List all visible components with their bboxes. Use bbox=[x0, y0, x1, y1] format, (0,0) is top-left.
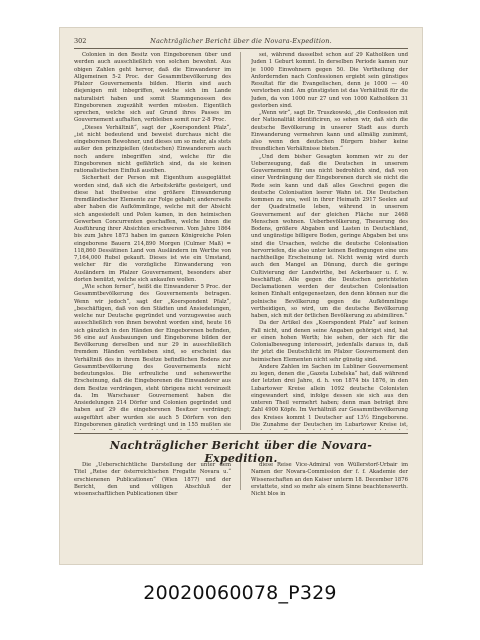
archive-identifier-caption: 20020060078_P329 bbox=[143, 582, 337, 604]
paragraph: „Und dem bisher Gesagten kommen wir zu der Ueberzeugung, daß die Deutschen in unserem Gouvernement für uns nicht bedrohlich sind, daß von einer Verdrängung der Eingeborenen durch sie nicht die Rede sein kann und daß alles Geschrei gegen die deutsche Colonisation leerer Wahn ist. Die Deutschen kommen zu uns, weil in ihrer Heimath 2917 Seelen auf der Quadratmeile leben, während in unserem Gouvernement auf der gleichen Fläche nur 2468 Menschen wohnen. Ueberbevölkerung, Theuerung des Bodens, größere Abgaben und Lasten in Deutschland, und ungünstige billigere Boden, geringe Abgaben bei uns sind die Ursachen, welche die deutsche Colonisation hervorriefen, die also unter keinen Bedingungen eine uns nachtheilige Erscheinung ist. Nicht wenig wird durch auch den Mangel an Dünung, durch die geringe Cultivierung der Landwirthe, bei Ackerbauer u. f. w. beschäftigt. Alle gegen die Deutschen gerichteten Declamationen werden der deutschen Colonisation keinen Einhalt entgegensetzen, den denn können nur die polnische Bevölkerung gegen die Aufkömmlinge vertheidigen, so wird, um die deutsche Bevölkerung haben, sich mit der örtlichen Bevölkerung zu afsimiliren.“ bbox=[251, 153, 408, 319]
paragraph: Da der Artikel des „Koerspondent Pfalz“ auf keinen Fall nicht, und denen seine Angaben gehörigst sind, hat er einen hohen Werth; hie sehen, der sich für die Colonialbewegung interessirt, jedenfalls daraus in, daß ihr jetzt die Deutschlicht im Pfalzer Gouvernement den heimischen Elementen nicht sehr günstig sind. bbox=[251, 320, 408, 363]
paragraph: diese Reise Vice-Admiral von Wüllerstorf-Urbair im Namen der Novara-Commission der f. f. Akademie der Wissenschaften an den Kaiser unterm 18. December 1876 erstattete, sind so mehr als einem Sinne beachtenswerth. Nicht blos in bbox=[251, 462, 408, 497]
paragraph: „Wie schon ferner“, heißt die Einwanderer 5 Proc. der Gesammtbevölkerung des Gouvernements betragen. Wenn wir jedoch“, sagt der „Koerspondent Pfalz“, „beschäftigen, daß von den Städten und Ansiedelungen, welche nur Deutsche gegründet und vorzugsweise auch ausschließlich von ihnen bewohnt worden sind, heute 16 sich gänzlich in den Händen der Eingeborenen befinden, 56 eine auf Ausbauungen und Eingeborene bilden der Bevölkerung derselben und nur 29 in ausschließlich fremdem Händen verblieben sind, so erscheint das Verhältniß des in ihrem Besitze befindlichen Bodens zur Gesammtbevölkerung des Gouvernements nicht bedeutungslos. Die erfreuliche und sehenswerthe Erscheinung, daß die Eingeborenen die Einwanderer aus dem Besitze verdrängen, steht übrigens nicht vereinzelt da. Im Warschauer Gouvernement haben die Ansiedelungen 214 Dörfer und Colonien gegründet und haben auf 29 die eingeborenen Besitzer verdrängt; ausgeführt aber wurden sie auch 5 Dörfern von den Eingeborenen gänzlich verdrängt und in 155 mußten sie bbox=[74, 284, 231, 428]
section-rule bbox=[74, 433, 408, 434]
page-header bbox=[74, 36, 408, 46]
column-divider bbox=[240, 462, 241, 490]
book-page bbox=[60, 28, 422, 564]
paragraph: „Dieses Verhältniß“, sagt der „Koerspondent Pfalz“, „ist nicht bedeutend und beweist durchaus nicht die eingeborenen Bewohner, und dieses um so mehr, als stets außer den prinzipiellen (deutschen) Einwanderern auch noch andere inbegriffen sind, welche für die Eingeborenen nicht gefährlich sind, da sie keinen rationalistischen Einfluß ausüben. bbox=[74, 124, 231, 174]
section-left-column bbox=[74, 462, 231, 558]
left-text-column bbox=[74, 52, 231, 430]
running-head: Nachträglicher Bericht über die Novara-Expedition. bbox=[150, 37, 332, 45]
header-rule bbox=[74, 48, 408, 49]
paragraph: Die „Ueberschichtliche Darstellung der unter dem Titel „Reise der österreichischen Fregatte Novara u.“ erschienenen Publicationen“ (Wien 1877) und der Bericht, den und völligen Abschluß der wissenschaftlichen Publicationen über bbox=[74, 462, 231, 497]
paragraph: Colonien in den Besitz von Eingeborenen über und werden auch ausschließlich von solchen bewohnt. Aus obigen Zahlen geht hervor, daß die Einwanderer im Allgemeinen 5‑2 Proc. der Gesammtbevölkerung des Pfalzer Gouvernements bilden. Hierin sind auch diejenigen mit inbegriffen, welche sich im Lande naturalisirt haben und somit Stammgenossen des Eingeborenen zugezählt werden müssten. Eigentlich sprechen, welche sich auf Grund ihres Passes im Gouvernement aufhalten, verbleiben somit nur 2‑8 Proc. bbox=[74, 52, 231, 124]
section-title: Nachträglicher Bericht über die Novara-Expedition. bbox=[109, 439, 373, 465]
column-divider bbox=[240, 52, 241, 430]
paragraph: sei, während dasselbst schon auf 29 Katholiken und Juden 1 Geburt kommt. In derselben Periode kamen nur je 1000 Einwohnern gegen 50. Die Vertheilung der Anfordernden nach Confessionen ergiebt sein günstiges Resultat für die Evangelischen, denn je 1000 — 40 verstorben sind. Am günstigsten ist das Verhältniß für die Juden, da von 1000 nur 27 und von 1000 Katholiken 31 gestorben sind. bbox=[251, 52, 408, 109]
paragraph: „Wenn wir“, sagt Dr. Truszkowski, „die Confession mit der Nationalität identificiren, so sehen wir, daß sich die deutsche Bevölkerung in unserer Stadt aus durch Einwanderung vermehren kann und allmälig zunimmt, also wenn den deutschen Bürgern bisher keine freundlichen Verhältnisse bieten.“ bbox=[251, 110, 408, 153]
paragraph: Andere Zahlen im Sachen im Lubliner Gouvernement zu legen, denen die „Gazeta Lubelska“ hat, daß während der letzten drei Jahre, d. h. von 1874 bis 1876, in den Lubartower Kreise allein 1092 deutsche Colonisten eingewandert sind, infolge dessen sie sich aus den unteren Theil vermehrt haben; denn man beträgt ihre Zahl 4900 Köpfe. Im Verhältniß zur Gesammtbevölkerung des Kreises kommt 1 Deutscher auf 13½ Eingeborene. Die Zunahme der Deutschen im Lubartower Kreise ist, bbox=[251, 363, 408, 428]
section-right-column bbox=[251, 462, 408, 558]
paragraph: Sicherheit der Person mit Eigenthum ausgeglättet worden sind, daß sich die Arbeitskräfte gesteigert, und diese hat theilweise eine größere Einwanderung fremdländischer Elemente zur Folge gehabt; andererseits aber haben die Aufkömmlinge, welche mit der Absicht sich angesiedelt und Polen kamen, in den heimischen Gewerben Concurrenten geschaffen, welche ihnen die Ausführung ihrer Absichten erschweren. Vom Jahre 1864 bis zum Jahre 1873 haben im ganzen Königreiche Polen eingeborene Bauern 214,890 Morgen (Culmer Maß) = 118,860 Dessätinen Land von Ausländern im Werthe von 7,164,000 Rubel gekauft. Dieses ist wie ein Umstand, welcher für die vorzügliche Einwanderung von Ausländern im Pfalzer Gouvernement, besonders aber dorten benützt, welche sich ankaufen wollen. bbox=[74, 175, 231, 283]
right-text-column bbox=[251, 52, 408, 430]
page-number: 302 bbox=[74, 37, 87, 45]
